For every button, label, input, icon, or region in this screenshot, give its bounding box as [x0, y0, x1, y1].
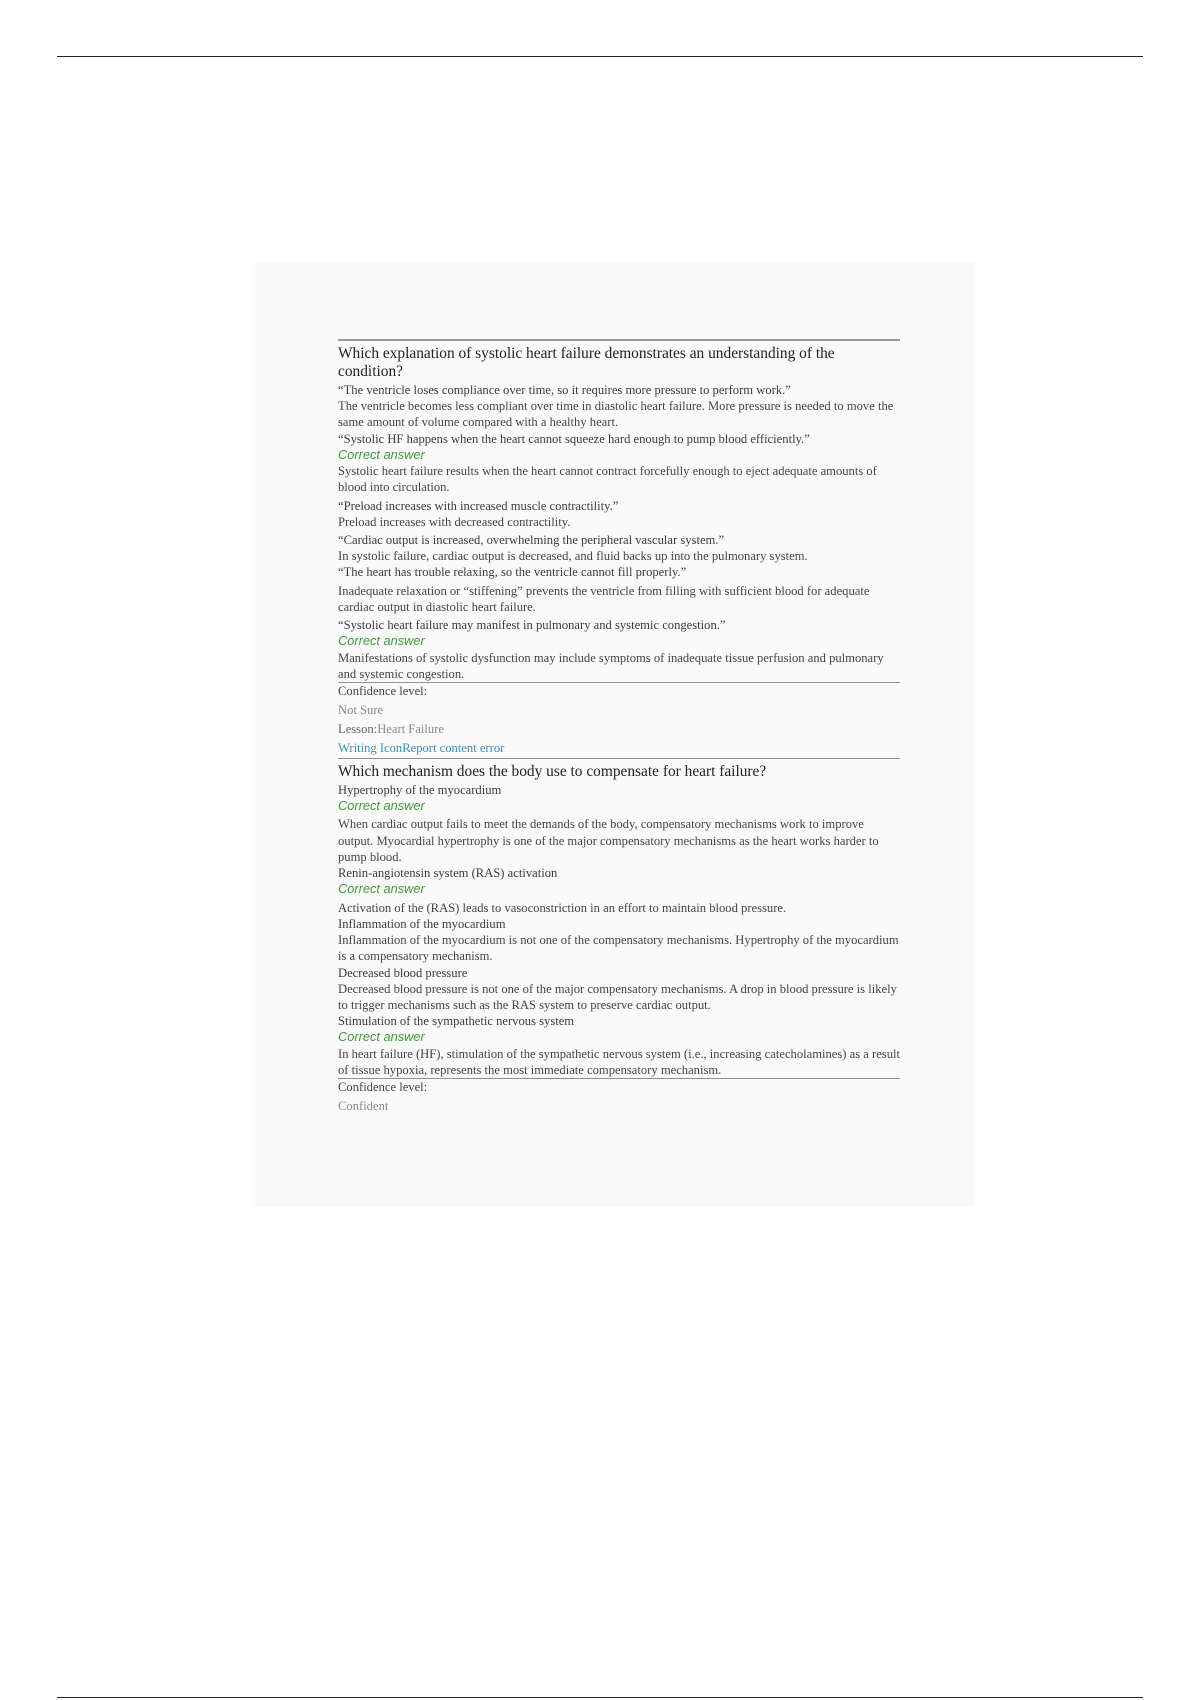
option-text: “The heart has trouble relaxing, so the ventricle cannot fill properly.”: [338, 565, 687, 580]
option-feedback: Inadequate relaxation or “stiffening” prevents the ventricle from filling with sufficient blood for adequate cardiac output in diastolic heart failure.: [338, 583, 870, 614]
option-text: Stimulation of the sympathetic nervous system: [338, 1014, 575, 1029]
option-text: “Systolic HF happens when the heart cannot squeeze hard enough to pump blood efficiently.”: [338, 431, 810, 446]
option-text: “The ventricle loses compliance over time, so it requires more pressure to perform work.”: [338, 383, 791, 397]
option-text: “Systolic heart failure may manifest in pulmonary and systemic congestion.”: [338, 618, 726, 633]
option-feedback: Decreased blood pressure is not one of the major compensatory mechanisms. A drop in blood pressure is likely to trigger mechanisms such as the RAS system to preserve cardiac output.: [338, 981, 897, 1012]
option-text: Hypertrophy of the myocardium: [338, 782, 502, 797]
option-5[interactable]: [338, 1013, 900, 1078]
option-feedback: When cardiac output fails to meet the demands of the body, compensatory mechanisms work to improve output. Myocardial hypertrophy is one of the major compensatory mechanisms as the heart works harder to pump blood.: [338, 817, 879, 864]
confidence-label: Confidence level:: [338, 1080, 428, 1095]
writing-icon: Writing Icon: [338, 740, 403, 755]
option-3[interactable]: [338, 498, 900, 530]
report-content-error-link[interactable]: Report content error: [402, 740, 505, 755]
option-6[interactable]: [338, 617, 900, 682]
correct-answer-label: Correct answer: [338, 446, 425, 462]
lesson-topic: Heart Failure: [377, 722, 444, 737]
option-2[interactable]: [338, 865, 900, 916]
option-text: Decreased blood pressure: [338, 965, 468, 980]
option-feedback: Manifestations of systolic dysfunction may include symptoms of inadequate tissue perfusion and pulmonary and systemic congestion.: [338, 650, 884, 681]
lesson-line: [338, 721, 900, 737]
lesson-label: Lesson:: [338, 722, 378, 737]
question-text: Which explanation of systolic heart failure demonstrates an understanding of the condition?: [338, 345, 835, 380]
confidence-value: Not Sure: [338, 703, 384, 718]
option-2[interactable]: [338, 431, 900, 496]
option-feedback: Inflammation of the myocardium is not one of the compensatory mechanisms. Hypertrophy of the myocardium is a compensatory mechanism.: [338, 933, 899, 964]
question-2: [338, 763, 900, 1115]
option-feedback: In systolic failure, cardiac output is decreased, and fluid backs up into the pulmonary system.: [338, 549, 808, 564]
option-4[interactable]: [338, 532, 900, 564]
option-4[interactable]: [338, 965, 900, 1014]
option-feedback: In heart failure (HF), stimulation of the sympathetic nervous system (i.e., increasing catecholamines) as a result of tissue hypoxia, represents the most immediate compensatory mechanism.: [338, 1046, 900, 1077]
correct-answer-label: Correct answer: [338, 633, 425, 649]
option-1[interactable]: [338, 782, 900, 865]
page-bottom-rule: [57, 1697, 1143, 1698]
correct-answer-label: Correct answer: [338, 881, 425, 897]
option-text: Renin-angiotensin system (RAS) activation: [338, 866, 558, 881]
option-3[interactable]: [338, 916, 900, 965]
option-text: Inflammation of the myocardium: [338, 916, 506, 931]
question-1: [338, 345, 900, 756]
option-feedback: Preload increases with decreased contractility.: [338, 514, 571, 529]
option-feedback: Systolic heart failure results when the heart cannot contract forcefully enough to eject adequate amounts of blood into circulation.: [338, 464, 877, 495]
page-top-rule: [57, 56, 1143, 57]
option-text: “Preload increases with increased muscle contractility.”: [338, 498, 619, 513]
option-feedback: Activation of the (RAS) leads to vasoconstriction in an effort to maintain blood pressure.: [338, 900, 787, 915]
report-line: [338, 740, 900, 756]
correct-answer-label: Correct answer: [338, 1029, 425, 1045]
option-text: “Cardiac output is increased, overwhelming the peripheral vascular system.”: [338, 533, 725, 548]
option-1[interactable]: [338, 382, 900, 431]
option-feedback: The ventricle becomes less compliant over time in diastolic heart failure. More pressure is needed to move the same amount of volume compared with a healthy heart.: [338, 399, 894, 430]
question-separator: [338, 758, 900, 759]
confidence-value: Confident: [338, 1099, 389, 1114]
option-5[interactable]: [338, 564, 900, 615]
quiz-content: [338, 339, 900, 1115]
confidence-label: Confidence level:: [338, 684, 428, 699]
question-separator: [338, 339, 900, 341]
correct-answer-label: Correct answer: [338, 798, 425, 814]
question-text: Which mechanism does the body use to compensate for heart failure?: [338, 762, 767, 780]
